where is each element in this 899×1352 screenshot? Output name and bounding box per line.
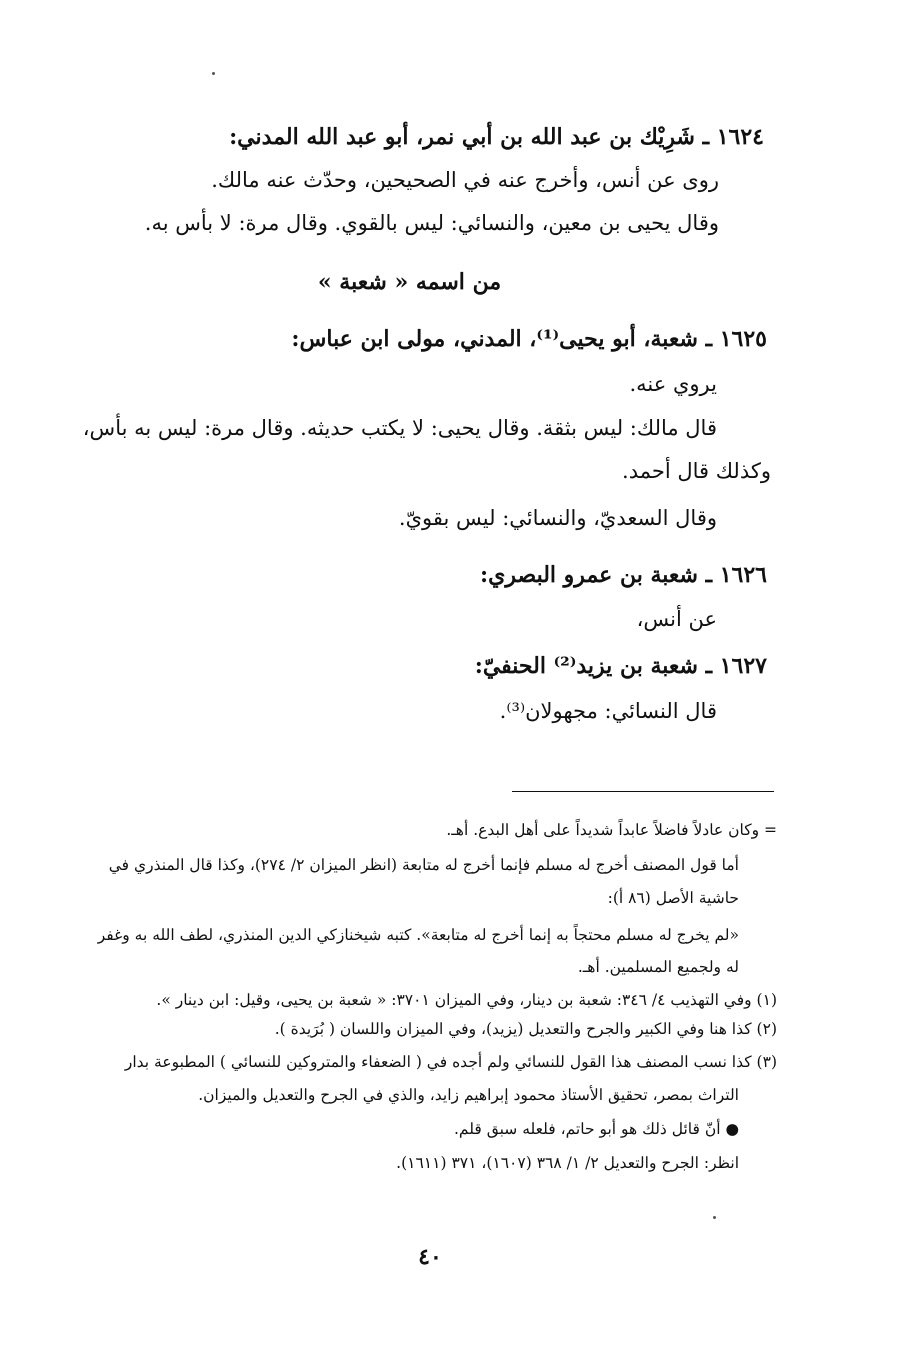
- entry-1627-line: قال النسائي: مجهولان⁽³⁾.: [499, 699, 717, 723]
- entry-1626-line: عن أنس،: [636, 607, 717, 631]
- footnote-3-line: التراث بمصر، تحقيق الأستاذ محمود إبراهيم زايد، والذي في الجرح والتعديل والميزان.: [198, 1086, 739, 1104]
- entry-1624-line: روى عن أنس، وأخرج عنه في الصحيحين، وحدّث عنه مالك.: [211, 168, 719, 192]
- footnote-3-line: ● أنّ قائل ذلك هو أبو حاتم، فلعله سبق قلم.: [453, 1120, 739, 1138]
- page-number: ٤٠: [418, 1244, 442, 1270]
- scan-speck: [212, 72, 215, 75]
- footnote-continuation: = وكان عادلاً فاضلاً عابداً شديداً على أهل البدع. أهـ.: [446, 821, 777, 839]
- entry-1625-heading: ١٦٢٥ ـ شعبة، أبو يحيى⁽¹⁾، المدني، مولى ابن عباس:: [291, 326, 767, 352]
- entry-1627-heading: ١٦٢٧ ـ شعبة بن يزيد⁽²⁾ الحنفيّ:: [474, 653, 767, 679]
- footnote-3-line: انظر: الجرح والتعديل ٢/ ١/ ٣٦٨ (١٦٠٧)، ٣٧١ (١٦١١).: [396, 1154, 739, 1172]
- entry-1625-line: وقال السعديّ، والنسائي: ليس بقويّ.: [398, 506, 717, 530]
- footnote-continuation: حاشية الأصل (٨٦ أ):: [607, 889, 739, 907]
- footnote-2: (٢) كذا هنا وفي الكبير والجرح والتعديل (يزيد)، وفي الميزان واللسان ( بُرَيدة ).: [274, 1020, 777, 1038]
- footnote-continuation: «لم يخرج له مسلم محتجاً به إنما أخرج له متابعة». كتبه شيخنازكي الدين المنذري، لطف الله به وغفر: [97, 926, 739, 944]
- entry-1624-heading: ١٦٢٤ ـ شَرِيْك بن عبد الله بن أبي نمر، أبو عبد الله المدني:: [229, 124, 764, 150]
- entry-1625-line: وكذلك قال أحمد.: [622, 459, 771, 483]
- footnote-continuation: أما قول المصنف أخرج له مسلم فإنما أخرج له متابعة (انظر الميزان ٢/ ٢٧٤)، وكذا قال المنذري في: [108, 856, 739, 874]
- entry-1624-line: وقال يحيى بن معين، والنسائي: ليس بالقوي. وقال مرة: لا بأس به.: [144, 211, 719, 235]
- entry-1625-line: قال مالك: ليس بثقة. وقال يحيى: لا يكتب حديثه. وقال مرة: ليس به بأس،: [82, 416, 717, 440]
- footnote-separator: [512, 791, 774, 792]
- entry-1626-heading: ١٦٢٦ ـ شعبة بن عمرو البصري:: [480, 562, 767, 588]
- scan-speck: [713, 1216, 716, 1219]
- footnote-1: (١) وفي التهذيب ٤/ ٣٤٦: شعبة بن دينار، وفي الميزان ٣٧٠١: « شعبة بن يحيى، وقيل: ابن دينار ».: [156, 991, 777, 1009]
- section-title: من اسمه « شعبة »: [317, 269, 502, 295]
- entry-1625-line: يروي عنه.: [629, 372, 717, 396]
- footnote-3: (٣) كذا نسب المصنف هذا القول للنسائي ولم أجده في ( الضعفاء والمتروكين للنسائي ) المطبوعة بدار: [124, 1053, 777, 1071]
- footnote-continuation: له ولجميع المسلمين. أهـ.: [577, 958, 739, 976]
